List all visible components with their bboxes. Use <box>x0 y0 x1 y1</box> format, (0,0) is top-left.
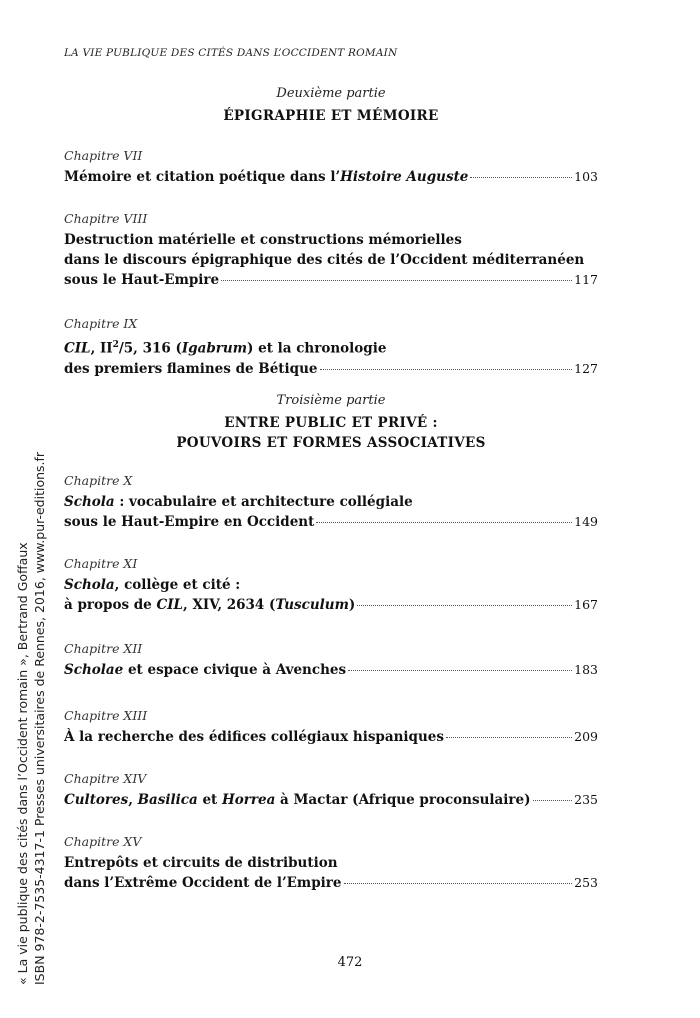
leader-dots <box>470 176 572 178</box>
chapter-title-line: CIL, $II^2/5$, 316 (Igabrum) et la chronologie <box>64 340 387 357</box>
page-ref: 167 <box>574 597 598 612</box>
side-note-line: « La vie publique des cités dans l’Occident romain », Bertrand Goffaux <box>15 542 30 985</box>
leader-dots <box>320 368 573 370</box>
chapter-title-italic: Cultores <box>64 792 129 808</box>
chapter-title-italic: Histoire Auguste <box>340 169 469 185</box>
part-title-line: POUVOIRS ET FORMES ASSOCIATIVES <box>176 435 486 451</box>
toc-entry[interactable] <box>64 148 598 187</box>
chapter-label: Chapitre XII <box>64 641 143 656</box>
chapter-title: sous le Haut-Empire en Occident <box>64 514 315 530</box>
chapter-title-italic: Schola <box>64 577 115 593</box>
chapter-title-line: Entrepôts et circuits de distribution <box>64 855 338 871</box>
leader-dots <box>348 669 572 671</box>
leader-dots <box>446 736 572 738</box>
running-head: LA VIE PUBLIQUE DES CITÉS DANS L’OCCIDENT ROMAIN <box>64 47 398 59</box>
chapter-label: Chapitre VII <box>64 148 143 163</box>
part-title: ÉPIGRAPHIE ET MÉMOIRE <box>223 108 439 124</box>
toc-entry-last-line <box>64 727 598 747</box>
page-ref: 149 <box>574 514 598 529</box>
toc-entry[interactable] <box>64 316 598 379</box>
chapter-label: Chapitre VIII <box>64 211 148 226</box>
chapter-label: Chapitre X <box>64 473 133 488</box>
chapter-title: dans l’Extrême Occident de l’Empire <box>64 875 342 891</box>
chapter-title-italic: Tusculum <box>275 597 349 613</box>
toc-entry[interactable] <box>64 771 598 810</box>
page-ref: 127 <box>574 360 598 376</box>
leader-dots <box>533 799 573 801</box>
leader-dots <box>316 521 572 523</box>
chapter-title-italic: CIL <box>156 597 184 613</box>
leader-dots <box>357 604 572 606</box>
chapter-title: à propos de CIL, XIV, 2634 (Tusculum) <box>64 597 356 613</box>
toc-entry-last-line <box>64 873 598 893</box>
toc-entry-last-line <box>64 512 598 532</box>
toc-entry-last-line <box>64 359 598 379</box>
chapter-label: Chapitre XIV <box>64 771 147 786</box>
part-label: Deuxième partie <box>276 86 386 101</box>
chapter-title-line: Schola : vocabulaire et architecture collégiale <box>64 494 413 510</box>
page-ref: 253 <box>574 875 598 890</box>
toc-entry[interactable] <box>64 556 598 615</box>
chapter-title-italic: CIL <box>64 340 91 357</box>
page-ref: 235 <box>574 792 598 807</box>
page-ref: 183 <box>574 662 598 677</box>
leader-dots <box>221 279 572 281</box>
chapter-title: Cultores, Basilica et Horrea à Mactar (Afrique proconsulaire) <box>64 792 531 808</box>
chapter-title-italic: Basilica <box>137 792 198 808</box>
side-note-text <box>14 445 48 985</box>
chapter-title-line: Destruction matérielle et constructions mémorielles <box>64 232 462 248</box>
toc-entry[interactable] <box>64 473 598 532</box>
chapter-title: Scholae et espace civique à Avenches <box>64 662 347 678</box>
chapter-title-italic: Schola <box>64 494 115 510</box>
leader-dots <box>344 882 573 884</box>
chapter-title-part: Mémoire et citation poétique dans l’ <box>64 169 341 185</box>
chapter-title: des premiers flamines de Bétique <box>64 360 318 377</box>
chapter-title: À la recherche des édifices collégiaux hispaniques <box>64 729 444 745</box>
toc-entry[interactable] <box>64 708 598 747</box>
part-heading <box>64 393 598 453</box>
chapter-title-line: dans le discours épigraphique des cités de l’Occident méditerranéen <box>64 252 585 268</box>
chapter-title-italic: Horrea <box>222 792 276 808</box>
toc-entry-last-line <box>64 595 598 615</box>
toc-entry[interactable] <box>64 641 598 680</box>
part-title <box>64 413 598 453</box>
chapter-label: Chapitre XI <box>64 556 138 571</box>
chapter-title: sous le Haut-Empire <box>64 272 220 288</box>
page-number: 472 <box>337 955 363 970</box>
part-title-line: ENTRE PUBLIC ET PRIVÉ : <box>224 415 438 431</box>
chapter-label: Chapitre IX <box>64 316 138 331</box>
toc-entry-last-line <box>64 270 598 290</box>
side-note-line: ISBN 978-2-7535-4317-1 Presses universitaires de Rennes, 2016, www.pur-editions.fr <box>32 451 47 985</box>
chapter-label: Chapitre XV <box>64 834 142 849</box>
chapter-label: Chapitre XIII <box>64 708 148 723</box>
toc-entry[interactable] <box>64 211 598 290</box>
toc-entry-last-line <box>64 790 598 810</box>
part-heading <box>64 86 598 126</box>
toc-entry-last-line <box>64 660 598 680</box>
chapter-title <box>64 167 468 187</box>
toc-entry[interactable] <box>64 834 598 893</box>
page-ref: 209 <box>574 729 598 744</box>
chapter-title-italic: Scholae <box>64 662 124 678</box>
chapter-title-italic: Igabrum <box>181 340 248 357</box>
toc-entry-last-line <box>64 167 598 187</box>
page-ref: 117 <box>574 272 598 287</box>
part-label: Troisième partie <box>276 393 386 408</box>
page-ref: 103 <box>574 169 598 184</box>
chapter-title-line: Schola, collège et cité : <box>64 577 241 593</box>
